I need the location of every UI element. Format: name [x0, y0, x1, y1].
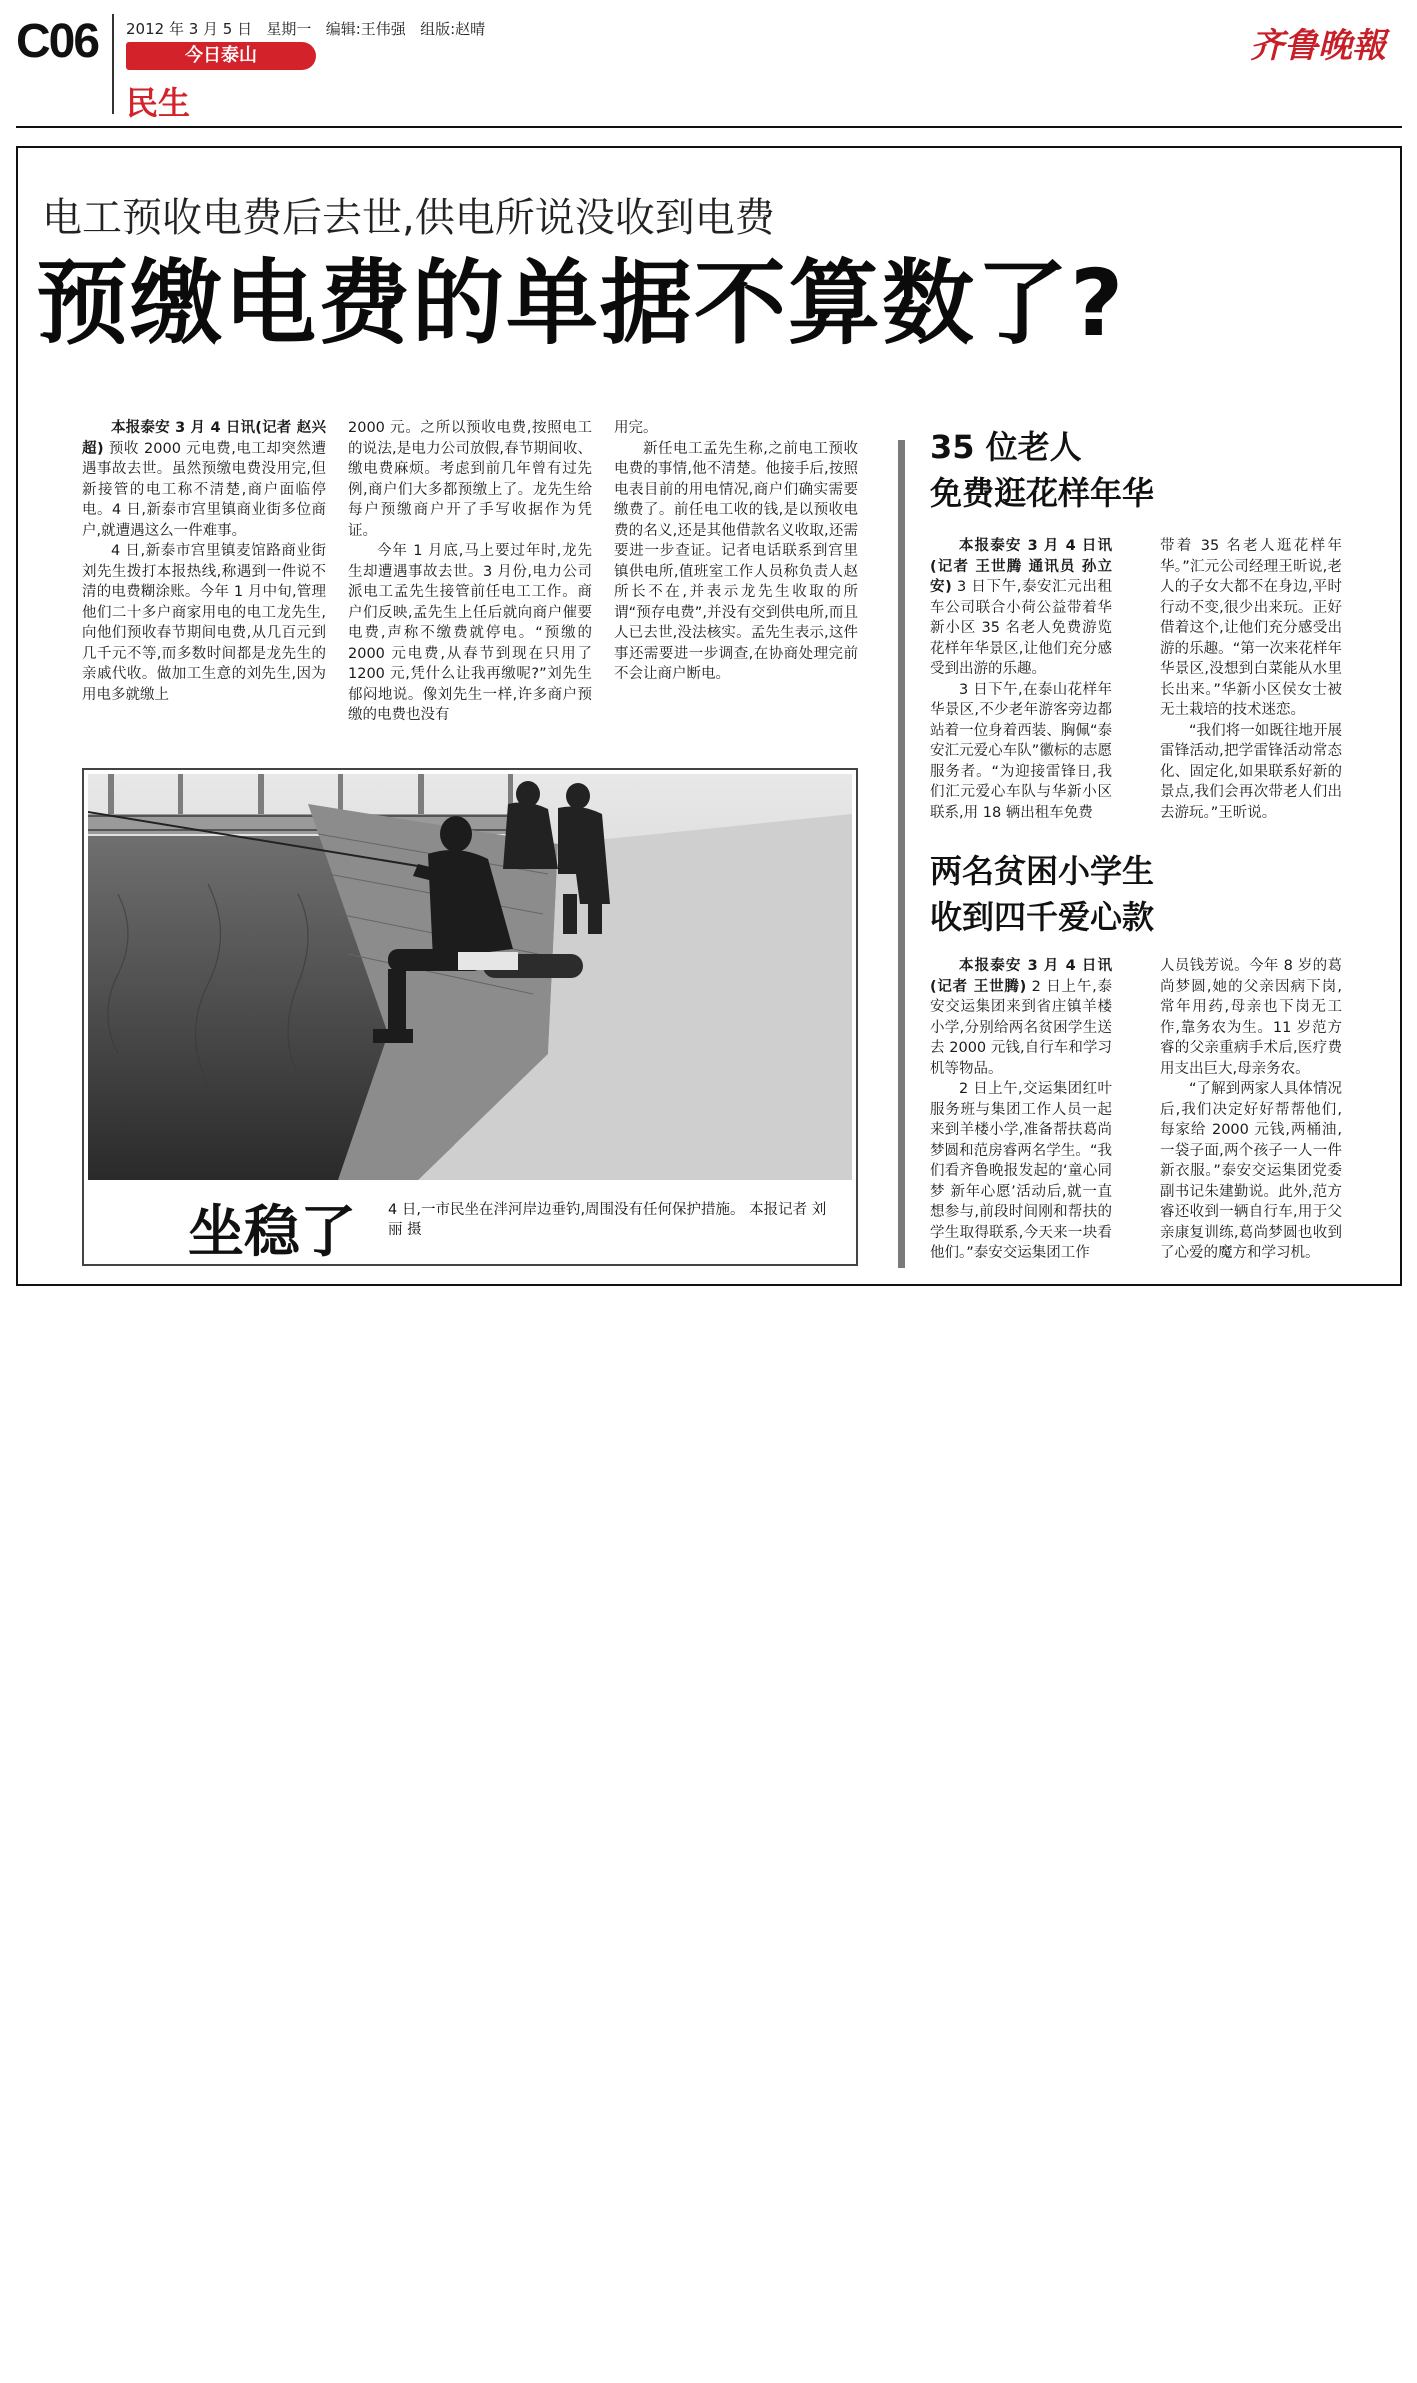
story-paragraph: “我们将一如既往地开展雷锋活动,把学雷锋活动常态化、固定化,如果联系好新的景点,我们会再次带老人们出去游玩。”王昕说。 — [1160, 722, 1342, 821]
story-accent-bar — [898, 440, 905, 872]
story-paragraph: 带着 35 名老人逛花样年华。”汇元公司经理王昕说,老人的子女大都不在身边,平时行动不变,很少出来玩。正好借着这个,让他们充分感受出游的乐趣。“第一次来花样年华景区,没想到白菜能从水里长出来。”华新小区侯女士被无土栽培的技术迷恋。 — [1160, 538, 1342, 718]
story-headline-line: 两名贫困小学生 — [930, 852, 1155, 890]
article-headline: 预缴电费的单据不算数了? — [36, 250, 1126, 357]
news-photo — [88, 774, 852, 1180]
story-paragraph: 3 日下午,在泰山花样年华景区,不少老年游客旁边都站着一位身着西装、胸佩“泰安汇元爱心车队”徽标的志愿服务者。“为迎接雷锋日,我们汇元爱心车队与华新小区联系,用 18 辆出租车免费 — [930, 681, 1112, 821]
article-paragraph: 新任电工孟先生称,之前电工预收电费的事情,他不清楚。他接手后,按照电表目前的用电情况,商户们确实需要缴费了。前任电工收的钱,是以预收电费的名义,还是其他借款名义收取,还需要进一步查证。记者电话联系到宫里镇供电所,值班室工作人员称负责人赵所长不在,并表示龙先生收取的所谓“预存电费”,并没有交到供电所,而且人已去世,没法核实。孟先生表示,这件事还需要进一步调查,在协商处理完前不会让商户断电。 — [614, 440, 858, 682]
story-column-1 — [930, 956, 1112, 1264]
story-dateline: 本报泰安 3 月 4 日讯(记者 王世腾) — [930, 958, 1112, 995]
article-kicker: 电工预收电费后去世,供电所说没收到电费 — [42, 195, 775, 241]
article-column-1 — [82, 418, 326, 705]
story-accent-bar — [898, 848, 905, 1268]
article-paragraph: 4 日,新泰市宫里镇麦馆路商业街刘先生拨打本报热线,称遇到一件说不清的电费糊涂账。今年 1 月中旬,管理他们二十多户商家用电的电工龙先生,向他们预收春节期间电费,从几百元到几千元不等,而多数时间都是龙先生的亲戚代收。做加工生意的刘先生,因为用电多就缴上 — [82, 543, 326, 703]
story-headline-line: 35 位老人 — [930, 428, 1082, 466]
article-paragraph: 今年 1 月底,马上要过年时,龙先生却遭遇事故去世。3 月份,电力公司派电工孟先生接管前任电工工作。商户们反映,孟先生上任后就向商户催要电费,声称不缴费就停电。“预缴的 2000 元电费,从春节到现在只用了 1200 元,凭什么让我再缴呢?”刘先生郁闷地说。像刘先生一样,许多商户预缴的电费也没有 — [348, 543, 592, 723]
issue-meta: 2012 年 3 月 5 日 星期一 编辑:王伟强 组版:赵晴 — [126, 20, 486, 38]
story-paragraph: 人员钱芳说。今年 8 岁的葛尚梦圆,她的父亲因病下岗,常年用药,母亲也下岗无工作,靠务农为生。11 岁范方睿的父亲重病手术后,医疗费用支出巨大,母亲务农。 — [1160, 958, 1342, 1077]
header-divider — [112, 14, 114, 114]
story-headline — [930, 424, 1154, 516]
article-paragraph: 2000 元。之所以预收电费,按照电工的说法,是电力公司放假,春节期间收、缴电费麻烦。考虑到前几年曾有过先例,商户们大多都预缴上了。龙先生给每户预缴商户开了手写收据作为凭证。 — [348, 420, 592, 539]
story-paragraph: 2 日上午,交运集团红叶服务班与集团工作人员一起来到羊楼小学,准备帮扶葛尚梦圆和范房睿两名学生。“我们看齐鲁晚报发起的‘童心同梦 新年心愿’活动后,就一直想参与,前段时间刚和帮扶的学生取得联系,今天来一块看他们。”泰安交运集团工作 — [930, 1081, 1112, 1261]
article-paragraph: 用完。 — [614, 420, 658, 436]
article-column-2 — [348, 418, 592, 726]
story-paragraph: 3 日下午,泰安汇元出租车公司联合小荷公益带着华新小区 35 名老人免费游览花样年华景区,让他们充分感受到出游的乐趣。 — [930, 579, 1112, 677]
newspaper-masthead: 齐鲁晚報 — [1250, 26, 1386, 66]
story-headline-line: 收到四千爱心款 — [930, 898, 1155, 936]
article-paragraph: 预收 2000 元电费,电工却突然遭遇事故去世。虽然预缴电费没用完,但新接管的电工称不清楚,商户面临停电。4 日,新泰市宫里镇商业街多位商户,就遭遇这么一件难事。 — [82, 440, 327, 539]
photo-caption: 4 日,一市民坐在泮河岸边垂钓,周围没有任何保护措施。 本报记者 刘丽 摄 — [388, 1202, 827, 1238]
story-column-2 — [1160, 956, 1342, 1264]
story-dateline: 本报泰安 3 月 4 日讯(记者 王世腾 通讯员 孙立安) — [930, 538, 1112, 595]
story-paragraph: 2 日上午,泰安交运集团来到省庄镇羊楼小学,分别给两名贫困学生送去 2000 元钱,自行车和学习机等物品。 — [930, 978, 1112, 1077]
story-headline — [930, 848, 1154, 940]
page-number: C06 — [16, 15, 99, 68]
article-dateline: 本报泰安 3 月 4 日讯(记者 赵兴超) — [82, 420, 326, 457]
story-column-2 — [1160, 536, 1342, 823]
photo-title: 坐稳了 — [188, 1200, 356, 1265]
story-headline-line: 免费逛花样年华 — [930, 474, 1155, 512]
story-paragraph: “了解到两家人具体情况后,我们决定好好帮帮他们,每家给 2000 元钱,两桶油,一袋子面,两个孩子一人一件新衣服。”泰安交运集团党委副书记朱建勤说。此外,范方睿还收到一辆自行车,用于父亲康复训练,葛尚梦圆也收到了心爱的魔方和学习机。 — [1160, 1081, 1342, 1261]
story-column-1 — [930, 536, 1112, 823]
section-subtitle: 民生 — [126, 84, 191, 122]
section-bar: 今日泰山 — [126, 42, 316, 70]
header-rule — [16, 126, 1402, 128]
article-column-3 — [614, 418, 858, 685]
